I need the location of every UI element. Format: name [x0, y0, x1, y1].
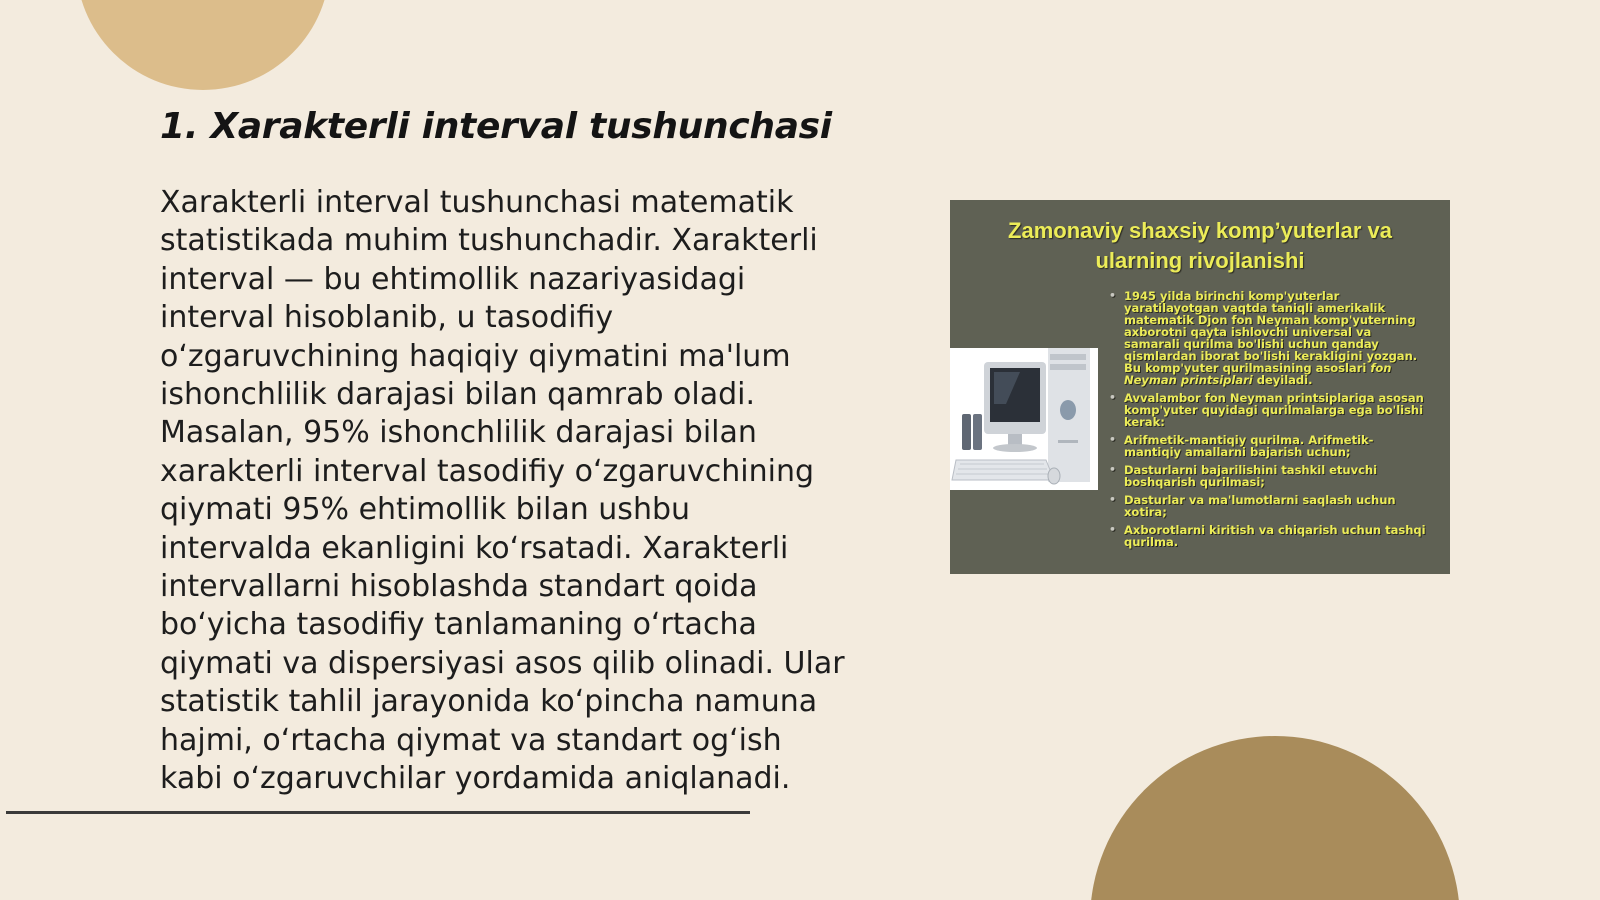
embedded-slide-bullet-list	[1106, 290, 1426, 554]
embedded-bullet-text: Dasturlar va ma'lumotlarni saqlash uchun xotira;	[1124, 493, 1396, 519]
decorative-circle-top	[76, 0, 330, 90]
computer-icon	[950, 348, 1098, 490]
embedded-bullet-item	[1106, 434, 1426, 458]
embedded-slide-title	[950, 216, 1450, 276]
embedded-slide-image	[950, 200, 1450, 574]
embedded-slide-title-line2: ularning rivojlanishi	[1095, 248, 1305, 273]
bullet-icon: •	[1109, 391, 1117, 404]
bullet-icon: •	[1109, 289, 1117, 302]
embedded-bullet-text: 1945 yilda birinchi komp'yuterlar yaratilayotgan vaqtda taniqli amerikalik matematik Djon fon Neyman komp'yuterning axborotni qayta ishlovchi universal va samarali qurilma bo'lishi uchun qanday qismlardan iborat bo'lishi kerakligini yozgan. Bu komp'yuter qurilmasining asoslari	[1124, 289, 1418, 375]
decorative-circle-bottom	[1090, 736, 1460, 900]
embedded-bullet-item	[1106, 524, 1426, 548]
bullet-icon: •	[1109, 523, 1117, 536]
bullet-icon: •	[1109, 433, 1117, 446]
slide-body-text: Xarakterli interval tushunchasi matematik statistikada muhim tushunchadir. Xarakterli interval — bu ehtimollik nazariyasidagi interval hisoblanib, u tasodifiy oʻzgaruvchining haqiqiy qiymatini ma'lum ishonchlilik darajasi bilan qamrab oladi. Masalan, 95% ishonchlilik darajasi bilan xarakterli interval tasodifiy oʻzgaruvchining qiymati 95% ehtimollik bilan ushbu intervalda ekanligini koʻrsatadi. Xarakterli intervallarni hisoblashda standart qoida boʻyicha tasodifiy tanlamaning oʻrtacha qiymati va dispersiyasi asos qilib olinadi. Ular statistik tahlil jarayonida koʻpincha namuna hajmi, oʻrtacha qiymat va standart ogʻish kabi oʻzgaruvchilar yordamida aniqlanadi.	[160, 185, 845, 797]
embedded-bullet-tail: deyiladi.	[1256, 373, 1313, 387]
embedded-bullet-item	[1106, 494, 1426, 518]
embedded-slide-title-line1: Zamonaviy shaxsiy kompʼyuterlar va	[1008, 218, 1392, 243]
embedded-bullet-item	[1106, 464, 1426, 488]
embedded-bullet-item	[1106, 290, 1426, 386]
bullet-icon: •	[1109, 493, 1117, 506]
divider-line	[6, 811, 750, 814]
embedded-bullet-text: Avvalambor fon Neyman printsiplariga asosan komp'yuter quyidagi qurilmalarga ega bo'lishi kerak:	[1124, 391, 1424, 429]
computer-photo	[950, 348, 1098, 490]
embedded-bullet-text: Axborotlarni kiritish va chiqarish uchun tashqi qurilma.	[1124, 523, 1426, 549]
embedded-bullet-italic: fon Neyman printsiplari	[1124, 361, 1392, 387]
embedded-bullet-text: Arifmetik-mantiqiy qurilma. Arifmetik-mantiqiy amallarni bajarish uchun;	[1124, 433, 1374, 459]
bullet-icon: •	[1109, 463, 1117, 476]
embedded-bullet-item	[1106, 392, 1426, 428]
slide-title: 1. Xarakterli interval tushunchasi	[160, 106, 832, 147]
embedded-bullet-text: Dasturlarni bajarilishini tashkil etuvchi boshqarish qurilmasi;	[1124, 463, 1378, 489]
